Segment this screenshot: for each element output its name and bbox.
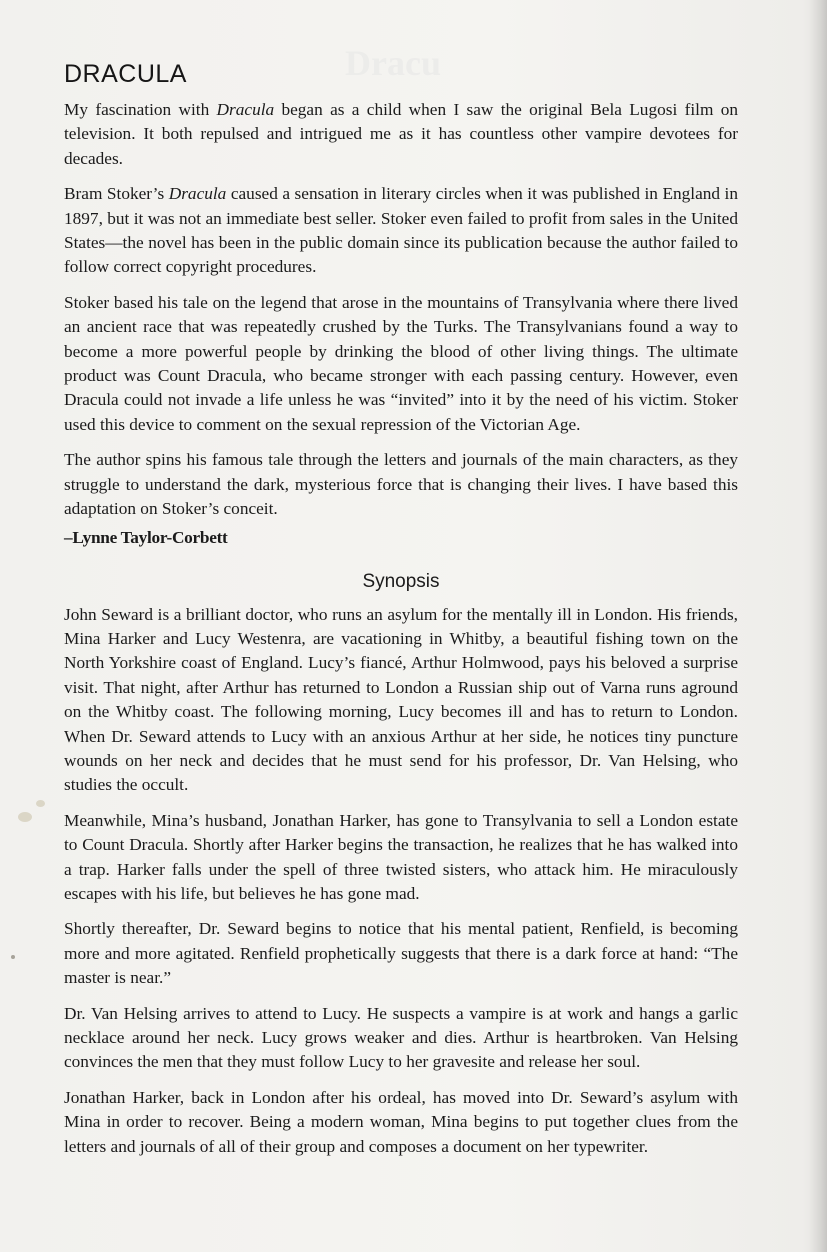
document-title: DRACULA bbox=[64, 60, 187, 88]
italic-title-text: Dracula bbox=[168, 184, 227, 204]
text-run: My fascination with bbox=[64, 100, 217, 119]
author-signature: –Lynne Taylor-Corbett bbox=[64, 527, 228, 547]
synopsis-paragraph-3: Shortly thereafter, Dr. Seward begins to notice that his mental patient, Renfield, is becoming more and more agitated. Renfield prophetically suggests that there is a dark force at hand: “The master is near.” bbox=[64, 919, 738, 988]
document-body bbox=[64, 58, 738, 1170]
text-run: caused a sensation in literary circles when it was published in England in 1897, but it was not an immediate best seller. Stoker even failed to profit from sales in the United States—the novel has been in the public domain since its publication because the author failed to follow correct copyright procedures. bbox=[64, 184, 739, 277]
paper-stain bbox=[11, 955, 15, 959]
synopsis-paragraph-5: Jonathan Harker, back in London after his ordeal, has moved into Dr. Seward’s asylum with Mina in order to recover. Being a modern woman, Mina begins to put together clues from the letters and journals of all of their group and composes a document on her typewriter. bbox=[64, 1087, 738, 1156]
italic-title-text: Dracula bbox=[216, 100, 275, 119]
text-run: began as a child when I saw the original Bela Lugosi film on television. It both repulsed and intrigued me as it has countless other vampire devotees for decades. bbox=[64, 100, 738, 168]
synopsis-paragraph-2: Meanwhile, Mina’s husband, Jonathan Harker, has gone to Transylvania to sell a London estate to Count Dracula. Shortly after Harker begins the transaction, he realizes that he has walked into a trap. Harker falls under the spell of three twisted sisters, who attack him. He miraculously escapes with his life, but believes he has gone mad. bbox=[64, 810, 738, 903]
synopsis-paragraph-1: John Seward is a brilliant doctor, who runs an asylum for the mentally ill in London. His friends, Mina Harker and Lucy Westenra, are vacationing in Whitby, a beautiful fishing town on the North Yorkshire coast of England. Lucy’s fiancé, Arthur Holmwood, pays his beloved a surprise visit. That night, after Arthur has returned to London a Russian ship out of Varna runs aground on the Whitby coast. The following morning, Lucy becomes ill and has to return to London. When Dr. Seward attends to Lucy with an anxious Arthur at her side, he notices tiny puncture wounds on her neck and decides that he must send for his professor, Dr. Van Helsing, who studies the occult. bbox=[64, 604, 738, 795]
intro-paragraph-3: Stoker based his tale on the legend that arose in the mountains of Transylvania where there lived an ancient race that was repeatedly crushed by the Turks. The Transylvanians found a way to become a more powerful people by drinking the blood of other living things. The ultimate product was Count Dracula, who became stronger with each passing century. However, even Dracula could not invade a life unless he was “invited” into it by the need of his victim. Stoker used this device to comment on the sexual repression of the Victorian Age. bbox=[64, 292, 738, 434]
intro-paragraph-4: The author spins his famous tale through the letters and journals of the main characters, as they struggle to understand the dark, mysterious force that is changing their lives. I have based this adaptation on Stoker’s conceit. bbox=[64, 450, 738, 519]
synopsis-heading: Synopsis bbox=[362, 570, 440, 592]
synopsis-paragraph-4: Dr. Van Helsing arrives to attend to Lucy. He suspects a vampire is at work and hangs a garlic necklace around her neck. Lucy grows weaker and dies. Arthur is heartbroken. Van Helsing convinces the men that they must follow Lucy to her gravesite and release her soul. bbox=[64, 1003, 738, 1072]
paper-stain bbox=[18, 812, 32, 822]
bleed-through-text: Dracu bbox=[345, 43, 441, 83]
intro-paragraph-2 bbox=[64, 182, 738, 280]
paper-stain bbox=[36, 800, 45, 807]
page-edge-shadow bbox=[809, 0, 827, 1252]
text-run: Bram Stoker’s bbox=[64, 184, 169, 204]
intro-paragraph-1 bbox=[64, 98, 738, 171]
